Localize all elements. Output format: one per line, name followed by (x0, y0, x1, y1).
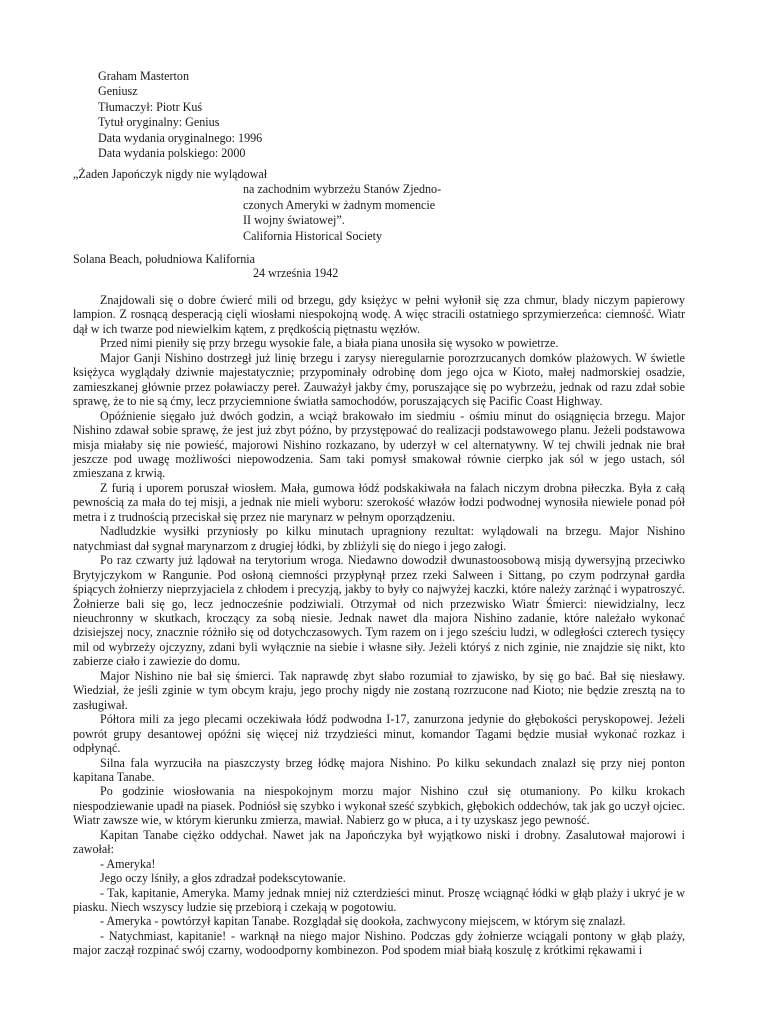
paragraph: Nadludzkie wysiłki przyniosły po kilku minutach upragniony rezultat: wylądowali na brzegu. Major Nishino natychmiast dał sygnał marynarzom z drugiej łódki, by zbliżyli się do niego i jego załogi. (73, 524, 685, 553)
epigraph-source: California Historical Society (243, 228, 383, 243)
original-release-line: Data wydania oryginalnego: 1996 (98, 130, 263, 145)
epigraph (73, 167, 493, 244)
story-text (73, 293, 685, 958)
dialogue-line: - Ameryka - powtórzył kapitan Tanabe. Rozglądał się dookoła, zachwycony miejscem, w którym się znalazł. (100, 914, 626, 929)
paragraph: Znajdowali się o dobre ćwierć mili od brzegu, gdy księżyc w pełni wyłonił się zza chmur, blady niczym papierowy lampion. Z rosnącą desperacją cięli wiosłami niespokojną wodę. A więc stracili ostatniego sprzymierzeńca: ciemność. Wiatr dął w ich twarze pod niewielkim kątem, z prędkością piętnastu węzłów. (73, 293, 685, 336)
setting-place: Solana Beach, południowa Kalifornia (73, 252, 256, 266)
paragraph: Jego oczy lśniły, a głos zdradzał podekscytowanie. (100, 871, 346, 886)
author-line: Graham Masterton (98, 69, 190, 83)
paragraph: Major Nishino nie bał się śmierci. Tak naprawdę zbyt słabo rozumiał to zjawisko, by się go bać. Bał się niesławy. Wiedział, że jeśli zginie w tym obcym kraju, jego prochy nigdy nie zostaną rozrzucone nad Kioto; nie będzie zresztą na to zasługiwał. (73, 668, 685, 712)
paragraph: Po godzinie wiosłowania na niespokojnym morzu major Nishino czuł się otumaniony. Po kilku krokach niespodziewanie upadł na piasek. Podniósł się szybko i wykonał sześć szybkich, głębokich oddechów, tak jak go uczył ojciec. Wiatr zawsze wie, w którym kierunku zmierza, mawiał. Nabierz go w płuca, a i ty uzyskasz jego pewność. (73, 784, 685, 828)
paragraph: Silna fala wyrzuciła na piaszczysty brzeg łódkę majora Nishino. Po kilku sekundach znalazł się przy niej ponton kapitana Tanabe. (73, 755, 685, 784)
epigraph-continuation (73, 182, 493, 244)
epigraph-line: na zachodnim wybrzeżu Stanów Zjedno- (243, 182, 442, 197)
translator-line: Tłumaczył: Piotr Kuś (98, 99, 203, 114)
epigraph-first-line: „Żaden Japończyk nigdy nie wylądował (73, 167, 268, 181)
epigraph-line: II wojny światowej”. (243, 213, 345, 228)
paragraph: Z furią i uporem poruszał wiosłem. Mała, gumowa łódź podskakiwała na falach niczym drobna piłeczka. Była z całą pewnością za mała do tej misji, a jednak nie mieli wyboru: szerokość włazów łodzi podwodnej wynosiła niewiele ponad pół metra i z trudnością przeciskał się przez nie marynarz w pełnym oporządzeniu. (73, 480, 685, 524)
book-metadata (98, 69, 262, 161)
dialogue-line: - Tak, kapitanie, Ameryka. Mamy jednak mniej niż czterdzieści minut. Proszę wciągnąć łódki w głąb plaży i ukryć je w piasku. Niech wszyscy ludzie się przebiorą i czekają w pogotowiu. (73, 885, 685, 915)
title-line: Geniusz (98, 84, 138, 99)
dialogue-line: - Ameryka! (100, 856, 156, 871)
epigraph-line: czonych Ameryki w żadnym momencie (243, 197, 436, 212)
paragraph: Przed nimi pieniły się przy brzegu wysokie fale, a biała piana unosiła się wysoko w powietrze. (100, 336, 559, 351)
original-title-line: Tytuł oryginalny: Genius (98, 115, 220, 130)
setting-date: 24 września 1942 (253, 266, 339, 280)
paragraph: Po raz czwarty już lądował na terytorium wroga. Niedawno dowodził dwunastoosobową misją dywersyjną przeciwko Brytyjczykom w Rangunie. Pod osłoną ciemności przypłynął przez rzeki Salween i Sittang, po czym podrzynał gardła śpiących żołnierzy nieprzyjaciela z chłodem i precyzją, jakby to były co najwyżej kaczki, które należy zarżnąć i wypatroszyć. Żołnierze bali się go, lecz jednocześnie podziwiali. Otrzymał od nich przezwisko Wiatr Śmierci: niewidzialny, lecz nieuchronny w skutkach, kroczący za sobą niesie. Jednak nawet dla majora Nishino zadanie, które należało wykonać dzisiejszej nocy, znacznie różniło się od dotychczasowych. Tym razem on i jego sześciu ludzi, w odległości czterech tysięcy mil od wybrzeży ojczyzny, zdani byli wyłącznie na siebie i własne siły. Jeżeli któryś z nich zginie, nie znajdzie się nikt, kto zabierze ciało i zawiezie do domu. (73, 553, 685, 669)
polish-release-line: Data wydania polskiego: 2000 (98, 145, 246, 160)
paragraph: Opóźnienie sięgało już dwóch godzin, a wciąż brakowało im siedmiu - ośmiu minut do osiągnięcia brzegu. Major Nishino zdawał sobie sprawę, że jest już zbyt późno, by przystępować do realizacji podstawowego planu. Jeżeli podstawowa misja miałaby się nie powieść, majorowi Nishino rozkazano, by uderzył w cel alternatywny. W tej chwili jednak nie brał jeszcze pod uwagę możliwości niepowodzenia. Sam taki pomysł smakował równie cierpko jak sól w jego ustach, sól zmieszana z krwią. (73, 408, 685, 481)
dialogue-line: - Natychmiast, kapitanie! - warknął na niego major Nishino. Podczas gdy żołnierze wciągali pontony w głąb plaży, major zaczął rozpinać swój czarny, wodoodporny kombinezon. Pod spodem miał białą koszulę z krótkimi rękawami i (73, 928, 685, 958)
paragraph: Półtora mili za jego plecami oczekiwała łódź podwodna I-17, zanurzona jedynie do głębokości peryskopowej. Jeżeli powrót grupy desantowej opóźni się więcej niż trzydzieści minut, komandor Tagami będzie musiał wykonać rozkaz i odpłynąć. (73, 712, 685, 756)
paragraph: Kapitan Tanabe ciężko oddychał. Nawet jak na Japończyka był wyjątkowo niski i drobny. Zasalutował majorowi i zawołał: (73, 827, 685, 857)
paragraph: Major Ganji Nishino dostrzegł już linię brzegu i zarysy nieregularnie porozrzucanych domków plażowych. W świetle księżyca wyglądały dziwnie majestatycznie; przypominały odrobinę dom jego ojca w Kioto, małej nadmorskiej osadzie, zamieszkanej głównie przez poławiaczy pereł. Zauważył jakby ćmy, poruszające się po wybrzeżu, jednak od razu zdał sobie sprawę, że to nie są ćmy, lecz przyciemnione światła samochodów, poruszających się Pacific Coast Highway. (73, 350, 685, 409)
